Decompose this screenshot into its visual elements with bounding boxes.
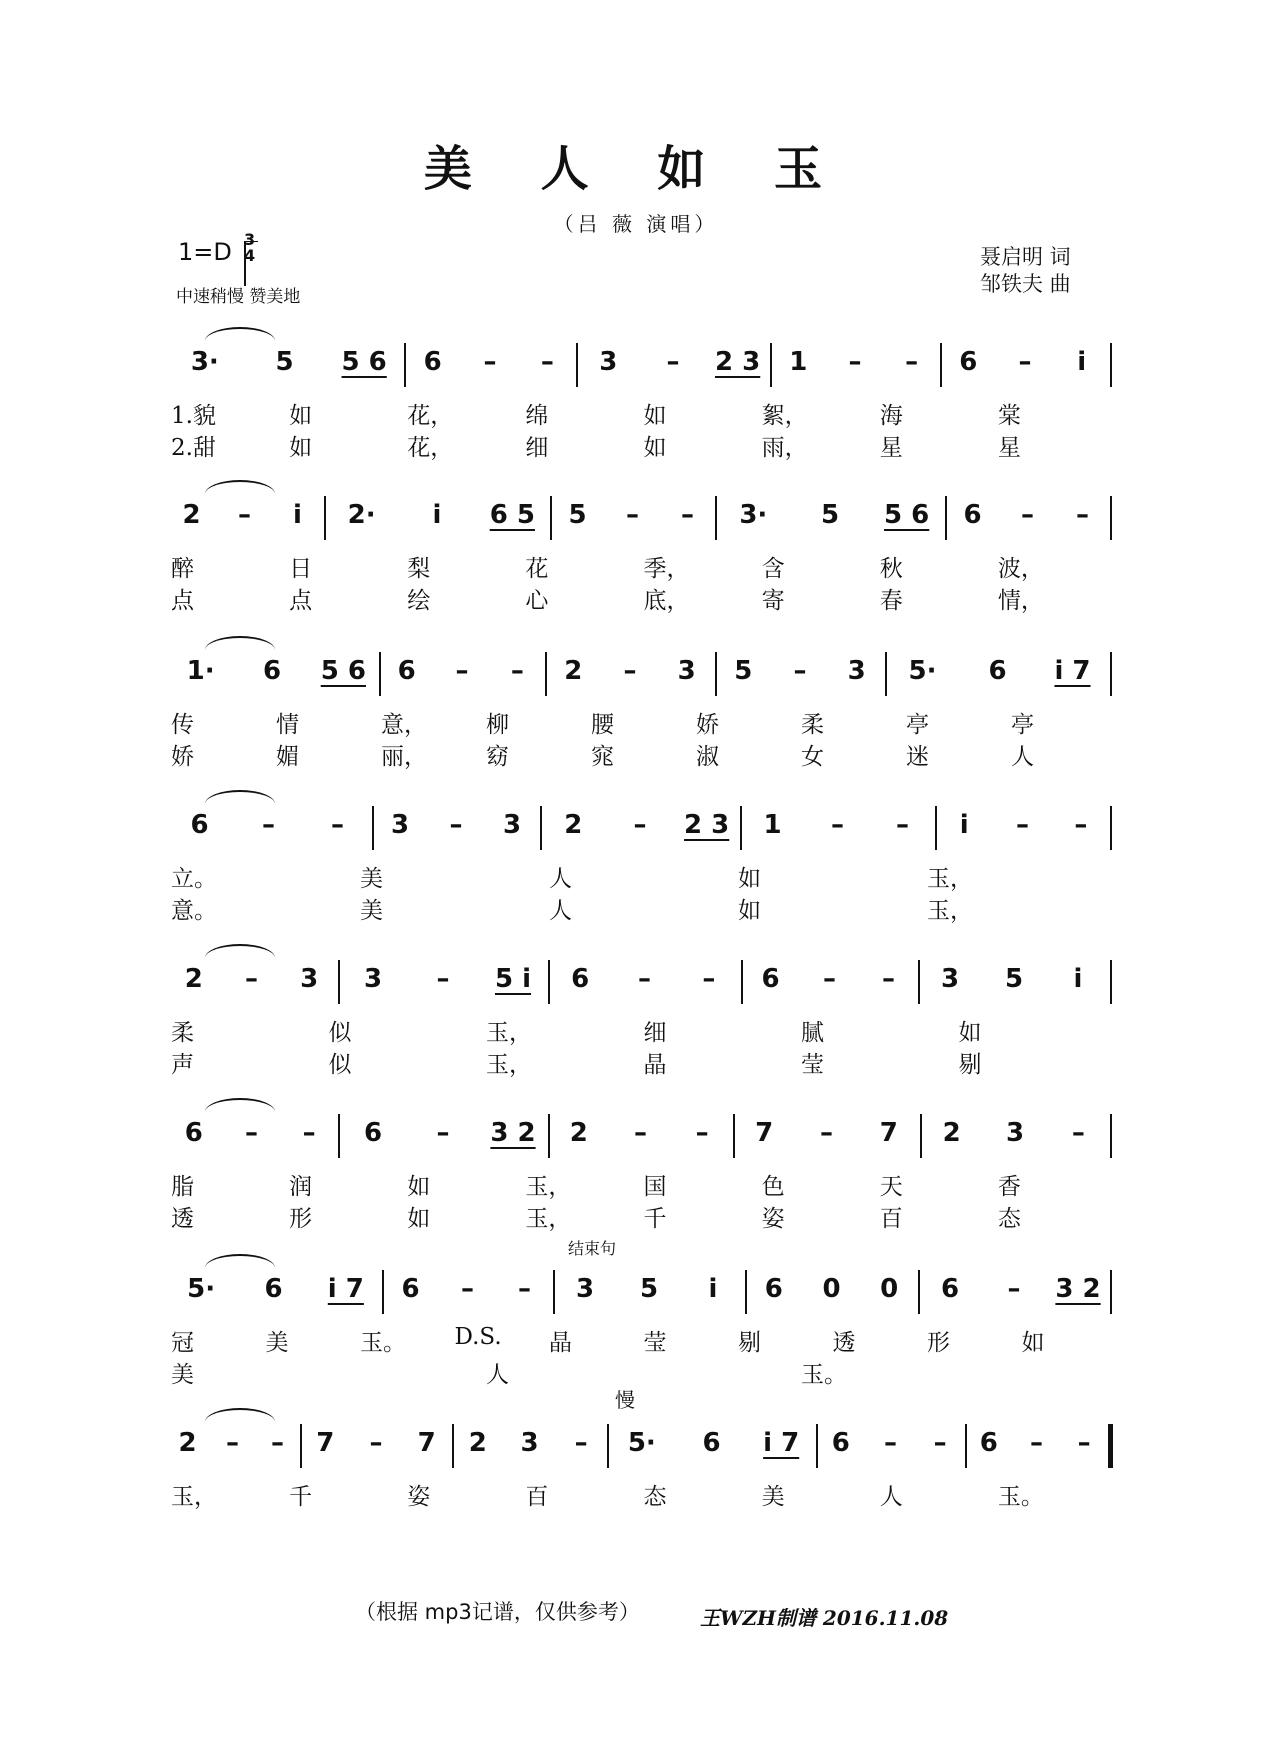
lyric-syllable: 色 xyxy=(761,1174,785,1200)
lyric-syllable: 形 xyxy=(927,1330,950,1356)
time-signature xyxy=(244,232,255,264)
note: 3 xyxy=(300,964,319,994)
composer: 邹铁夫 曲 xyxy=(980,272,1071,296)
note: 6 5 xyxy=(489,500,535,530)
lyric-syllable: 玉。 xyxy=(997,1484,1044,1510)
lyric-syllable: 立。 xyxy=(171,866,217,892)
lyric-syllable: 声 xyxy=(171,1052,194,1078)
lyric-syllable: 醉 xyxy=(171,556,194,582)
lyric-syllable: 晶 xyxy=(643,1052,667,1078)
music-system-5 xyxy=(0,952,1272,1102)
lyric-syllable: 千 xyxy=(643,1206,667,1232)
music-system-3 xyxy=(0,644,1272,794)
lyric-syllable: 玉， xyxy=(927,866,973,892)
lyric-syllable: 柔 xyxy=(171,1020,194,1046)
song-title: 美 人 如 玉 xyxy=(423,141,849,197)
music-system-2 xyxy=(0,488,1272,638)
lyric-syllable: 玉， xyxy=(486,1020,532,1046)
note: – xyxy=(905,347,919,377)
transcriber-signature: 王WZH制谱 2016.11.08 xyxy=(700,1606,949,1630)
lyric-syllable: 娇 xyxy=(696,712,719,738)
lyric-syllable: 如 xyxy=(643,435,667,461)
lyric-syllable: 玉， xyxy=(525,1206,572,1232)
lyric-syllable: 星 xyxy=(997,435,1021,461)
note: 2 xyxy=(178,1428,197,1458)
lyric-syllable: 美 xyxy=(761,1484,785,1510)
note: – xyxy=(1074,810,1088,840)
bar-line xyxy=(1110,1114,1112,1158)
lyric-syllable: 情， xyxy=(997,588,1044,614)
note: i xyxy=(708,1274,718,1304)
bar-line xyxy=(741,960,743,1004)
lyric-syllable: 花 xyxy=(525,556,549,582)
lyric-syllable: 百 xyxy=(525,1484,549,1510)
lyric-syllable: 绘 xyxy=(407,588,431,614)
lyric-syllable: 情 xyxy=(276,712,299,738)
note: 5 xyxy=(275,347,294,377)
bar-line xyxy=(965,1424,967,1468)
note: i xyxy=(959,810,969,840)
lyric-syllable: 花， xyxy=(407,403,454,429)
note: – xyxy=(436,964,450,994)
note: 7 xyxy=(755,1118,774,1148)
note: 5 xyxy=(820,500,840,530)
note: 5 xyxy=(734,656,753,686)
note: 3 xyxy=(940,964,960,994)
note: i xyxy=(1077,347,1087,377)
lyric-syllable: 点 xyxy=(289,588,313,614)
note: 2 3 xyxy=(684,810,730,840)
note: 5 xyxy=(639,1274,659,1304)
note: 3 xyxy=(1005,1118,1025,1148)
note: – xyxy=(262,810,275,840)
note: 2 xyxy=(182,500,201,530)
note: i 7 xyxy=(1054,656,1091,686)
note: 6 xyxy=(761,964,780,994)
bar-line xyxy=(1110,960,1112,1004)
lyric-syllable: 态 xyxy=(997,1206,1021,1232)
lyric-syllable: 细 xyxy=(643,1020,667,1046)
lyric-syllable: 迷 xyxy=(906,744,929,770)
note: 3 2 xyxy=(1055,1274,1101,1304)
lyric-syllable: 梨 xyxy=(407,556,431,582)
lyric-syllable: 似 xyxy=(328,1020,352,1046)
bar-line xyxy=(545,652,547,696)
note: – xyxy=(1076,500,1089,530)
note: i xyxy=(293,500,302,530)
lyric-syllable: 剔 xyxy=(738,1330,761,1356)
note: 2 xyxy=(942,1118,961,1148)
note: – xyxy=(1030,1428,1043,1458)
note: – xyxy=(634,1118,647,1148)
bar-line xyxy=(382,1270,384,1314)
lyric-syllable: 窕 xyxy=(591,744,614,770)
note: 6 xyxy=(423,347,442,377)
lyric-syllable: 絮， xyxy=(761,403,808,429)
lyric-syllable: 千 xyxy=(289,1484,313,1510)
note: 2 xyxy=(468,1428,487,1458)
bar-line xyxy=(1110,652,1112,696)
lyric-syllable: 莹 xyxy=(643,1330,667,1356)
note: 3· xyxy=(739,500,768,530)
note: – xyxy=(1071,1118,1085,1148)
bar-line xyxy=(576,343,578,387)
note: 6 xyxy=(940,1274,960,1304)
lyric-syllable: 态 xyxy=(643,1484,667,1510)
bar-line xyxy=(1108,1424,1113,1468)
lyric-syllable: 冠 xyxy=(171,1330,194,1356)
lyric-syllable: 女 xyxy=(801,744,824,770)
lyric-syllable: 姿 xyxy=(407,1484,431,1510)
time-sig-top: 3 xyxy=(244,230,256,249)
note: 6 xyxy=(363,1118,383,1148)
ending-label: 结束句 xyxy=(568,1239,617,1258)
note: 5 6 xyxy=(341,347,387,377)
lyric-syllable: 如 xyxy=(407,1206,431,1232)
note: 6 xyxy=(764,1274,783,1304)
note: 6 xyxy=(571,964,590,994)
note: 7 xyxy=(417,1428,436,1458)
lyric-syllable: 窈 xyxy=(486,744,509,770)
lyric-syllable: 透 xyxy=(171,1206,194,1232)
note: – xyxy=(226,1428,239,1458)
bar-line xyxy=(404,343,406,387)
slow-marking: 慢 xyxy=(615,1388,635,1412)
lyric-syllable: 媚 xyxy=(276,744,299,770)
note: 1· xyxy=(186,656,215,686)
bar-line xyxy=(540,806,542,850)
music-system-7 xyxy=(0,1239,1272,1412)
lyric-syllable: 意， xyxy=(381,712,427,738)
note: – xyxy=(1077,1428,1091,1458)
lyric-syllable: 如 xyxy=(958,1020,982,1046)
bar-line xyxy=(918,1270,920,1314)
note: – xyxy=(633,810,647,840)
lyric-syllable: 如 xyxy=(643,403,667,429)
note: 6 xyxy=(959,347,978,377)
note: – xyxy=(1021,500,1034,530)
note: 5 6 xyxy=(884,500,930,530)
bar-line xyxy=(548,1114,550,1158)
note: 6 xyxy=(979,1428,998,1458)
slur xyxy=(205,636,275,650)
bar-line xyxy=(940,343,942,387)
note: 6 xyxy=(702,1428,721,1458)
lyric-syllable: 波， xyxy=(997,556,1044,582)
note: 3 2 xyxy=(490,1118,536,1148)
lyric-syllable: 底， xyxy=(643,588,690,614)
note: – xyxy=(302,1118,316,1148)
note: – xyxy=(823,964,836,994)
lyric-syllable: 姿 xyxy=(761,1206,785,1232)
note: 5 6 xyxy=(320,656,366,686)
lyric-syllable: 剔 xyxy=(958,1052,982,1078)
note: 0 xyxy=(822,1274,841,1304)
bar-line xyxy=(920,1114,922,1158)
note: 6 xyxy=(831,1428,850,1458)
note: 7 xyxy=(316,1428,335,1458)
note: – xyxy=(848,347,862,377)
lyric-syllable: 脂 xyxy=(171,1174,194,1200)
note: i 7 xyxy=(327,1274,364,1304)
lyric-syllable: 玉。 xyxy=(801,1362,847,1388)
lyric-syllable: 亭 xyxy=(1011,712,1034,738)
note: 3 xyxy=(502,810,522,840)
note: 6 xyxy=(190,810,209,840)
note: 5· xyxy=(627,1428,656,1458)
lyric-syllable: 丽， xyxy=(381,744,427,770)
note: 6 xyxy=(963,500,982,530)
lyric-syllable: 娇 xyxy=(171,744,194,770)
bar-line xyxy=(550,496,552,540)
lyric-syllable: D.S. xyxy=(454,1324,502,1350)
note: – xyxy=(331,810,344,840)
lyric-syllable: 玉， xyxy=(525,1174,572,1200)
bar-line xyxy=(715,652,717,696)
lyric-syllable: 日 xyxy=(289,556,313,582)
note: – xyxy=(245,964,258,994)
note: – xyxy=(666,347,680,377)
note: 2 3 xyxy=(715,347,761,377)
lyric-syllable: 意。 xyxy=(171,898,217,924)
music-system-6 xyxy=(0,1106,1272,1256)
note: 3 xyxy=(390,810,410,840)
note: – xyxy=(702,964,716,994)
lyric-syllable: 形 xyxy=(289,1206,313,1232)
bar-line xyxy=(338,1114,340,1158)
lyric-syllable: 润 xyxy=(289,1174,313,1200)
note: – xyxy=(449,810,463,840)
note: 5 xyxy=(1004,964,1024,994)
note: i 7 xyxy=(763,1428,800,1458)
bar-line xyxy=(553,1270,555,1314)
lyric-syllable: 花， xyxy=(407,435,454,461)
note: – xyxy=(695,1118,709,1148)
bar-line xyxy=(324,496,326,540)
bar-line xyxy=(816,1424,818,1468)
credits xyxy=(980,244,1071,298)
lyric-syllable: 淑 xyxy=(696,744,719,770)
lyric-syllable: 心 xyxy=(525,588,549,614)
footer-note: （根据 mp3记谱，仅供参考） xyxy=(355,1600,640,1624)
bar-line xyxy=(715,496,717,540)
note: 3 xyxy=(847,656,866,686)
note: 5· xyxy=(908,656,937,686)
note: 7 xyxy=(879,1118,898,1148)
note: – xyxy=(436,1118,450,1148)
note: – xyxy=(271,1428,284,1458)
slur xyxy=(205,1254,275,1268)
music-system-4 xyxy=(0,798,1272,948)
note: 3 xyxy=(575,1274,595,1304)
lyric-syllable: 如 xyxy=(289,403,313,429)
lyric-syllable: 人 xyxy=(879,1484,903,1510)
note: 3 xyxy=(520,1428,539,1458)
note: 1 xyxy=(789,347,808,377)
bar-line xyxy=(1110,806,1112,850)
lyric-syllable: 细 xyxy=(525,435,549,461)
lyric-syllable: 柔 xyxy=(801,712,824,738)
lyric-syllable: 似 xyxy=(328,1052,352,1078)
lyric-syllable: 寄 xyxy=(761,588,785,614)
lyric-syllable: 玉， xyxy=(171,1484,217,1510)
note: – xyxy=(518,1274,531,1304)
lyric-syllable: 1.貌 xyxy=(171,403,216,429)
lyric-syllable: 美 xyxy=(265,1330,289,1356)
note: 2 xyxy=(569,1118,588,1148)
note: 6 xyxy=(988,656,1007,686)
bar-line xyxy=(300,1424,302,1468)
lyric-syllable: 秋 xyxy=(879,556,903,582)
bar-line xyxy=(1110,496,1112,540)
note: 0 xyxy=(880,1274,899,1304)
slur xyxy=(205,327,275,341)
lyric-syllable: 玉， xyxy=(486,1052,532,1078)
lyric-syllable: 人 xyxy=(549,866,572,892)
lyric-syllable: 腻 xyxy=(801,1020,824,1046)
lyric-syllable: 莹 xyxy=(801,1052,824,1078)
bar-line xyxy=(935,806,937,850)
note: 1 xyxy=(763,810,782,840)
note: – xyxy=(455,656,469,686)
bar-line xyxy=(885,652,887,696)
note: – xyxy=(245,1118,258,1148)
lyric-syllable: 如 xyxy=(407,1174,431,1200)
note: 3 xyxy=(677,656,696,686)
lyric-syllable: 2.甜 xyxy=(171,435,216,461)
bar-line xyxy=(945,496,947,540)
lyric-syllable: 晶 xyxy=(549,1330,572,1356)
note: – xyxy=(510,656,524,686)
lyric-syllable: 如 xyxy=(1021,1330,1045,1356)
note: – xyxy=(933,1428,947,1458)
note: 5 xyxy=(568,500,587,530)
note: 6 xyxy=(401,1274,420,1304)
note: 6 xyxy=(262,656,282,686)
lyric-syllable: 传 xyxy=(171,712,194,738)
bar-line xyxy=(607,1424,609,1468)
bar-line xyxy=(452,1424,454,1468)
bar-line xyxy=(379,652,381,696)
note: – xyxy=(638,964,651,994)
note: 6 xyxy=(264,1274,283,1304)
lyric-syllable: 含 xyxy=(761,556,785,582)
note: – xyxy=(461,1274,474,1304)
lyric-syllable: 如 xyxy=(738,866,761,892)
note: 6 xyxy=(397,656,416,686)
lyric-syllable: 海 xyxy=(879,403,903,429)
note: – xyxy=(623,656,637,686)
note: 2 xyxy=(564,810,583,840)
lyric-syllable: 点 xyxy=(171,588,194,614)
lyric-syllable: 亭 xyxy=(906,712,929,738)
key-signature: 1=D xyxy=(178,238,232,266)
bar-line xyxy=(548,960,550,1004)
lyric-syllable: 雨， xyxy=(761,435,808,461)
time-sig-bottom: 4 xyxy=(244,246,256,265)
bar-line xyxy=(338,960,340,1004)
note: 3 xyxy=(363,964,383,994)
note: i xyxy=(432,500,442,530)
note: – xyxy=(540,347,554,377)
note: – xyxy=(369,1428,383,1458)
lyric-syllable: 如 xyxy=(289,435,313,461)
lyric-syllable: 季， xyxy=(643,556,690,582)
lyric-syllable: 玉。 xyxy=(360,1330,406,1356)
lyric-syllable: 美 xyxy=(360,866,383,892)
note: 2· xyxy=(347,500,376,530)
lyric-syllable: 天 xyxy=(879,1174,903,1200)
note: 2 xyxy=(564,656,583,686)
bar-line xyxy=(733,1114,735,1158)
lyric-syllable: 香 xyxy=(997,1174,1021,1200)
note: – xyxy=(896,810,909,840)
note: 2 xyxy=(184,964,203,994)
lyric-syllable: 人 xyxy=(549,898,572,924)
performer-line: （吕 薇 演唱） xyxy=(553,212,719,236)
lyric-syllable: 腰 xyxy=(591,712,614,738)
bar-line xyxy=(1110,343,1112,387)
note: – xyxy=(793,656,807,686)
note: – xyxy=(820,1118,833,1148)
lyric-syllable: 如 xyxy=(738,898,761,924)
lyric-syllable: 柳 xyxy=(486,712,509,738)
bar-line xyxy=(770,343,772,387)
note: – xyxy=(681,500,694,530)
tempo-marking: 中速稍慢 赞美地 xyxy=(176,287,301,307)
bar-line xyxy=(1110,1270,1112,1314)
bar-line xyxy=(745,1270,747,1314)
lyric-syllable: 美 xyxy=(360,898,383,924)
lyricist: 聂启明 词 xyxy=(980,245,1071,269)
bar-line xyxy=(918,960,920,1004)
lyric-syllable: 春 xyxy=(879,588,903,614)
note: – xyxy=(238,500,251,530)
lyric-syllable: 星 xyxy=(879,435,903,461)
bar-line xyxy=(372,806,374,850)
note: i xyxy=(1073,964,1083,994)
lyric-syllable: 玉， xyxy=(927,898,973,924)
lyric-syllable: 美 xyxy=(171,1362,194,1388)
note: – xyxy=(831,810,844,840)
note: 3· xyxy=(190,347,219,377)
note: – xyxy=(1016,810,1029,840)
music-system-8 xyxy=(0,1388,1272,1566)
lyric-syllable: 绵 xyxy=(525,403,549,429)
note: – xyxy=(882,964,895,994)
note: – xyxy=(574,1428,588,1458)
note: 5· xyxy=(187,1274,216,1304)
lyric-syllable: 国 xyxy=(643,1174,667,1200)
note: – xyxy=(1007,1274,1021,1304)
lyric-syllable: 棠 xyxy=(997,403,1021,429)
note: 3 xyxy=(599,347,618,377)
lyric-syllable: 百 xyxy=(879,1206,903,1232)
music-system-1 xyxy=(0,335,1272,485)
note: – xyxy=(884,1428,897,1458)
lyric-syllable: 人 xyxy=(1011,744,1034,770)
note: 5 i xyxy=(494,964,532,994)
note: 6 xyxy=(184,1118,203,1148)
note: – xyxy=(483,347,497,377)
lyric-syllable: 透 xyxy=(832,1330,856,1356)
note: – xyxy=(626,500,639,530)
note: – xyxy=(1018,347,1032,377)
bar-line xyxy=(740,806,742,850)
lyric-syllable: 人 xyxy=(486,1362,509,1388)
